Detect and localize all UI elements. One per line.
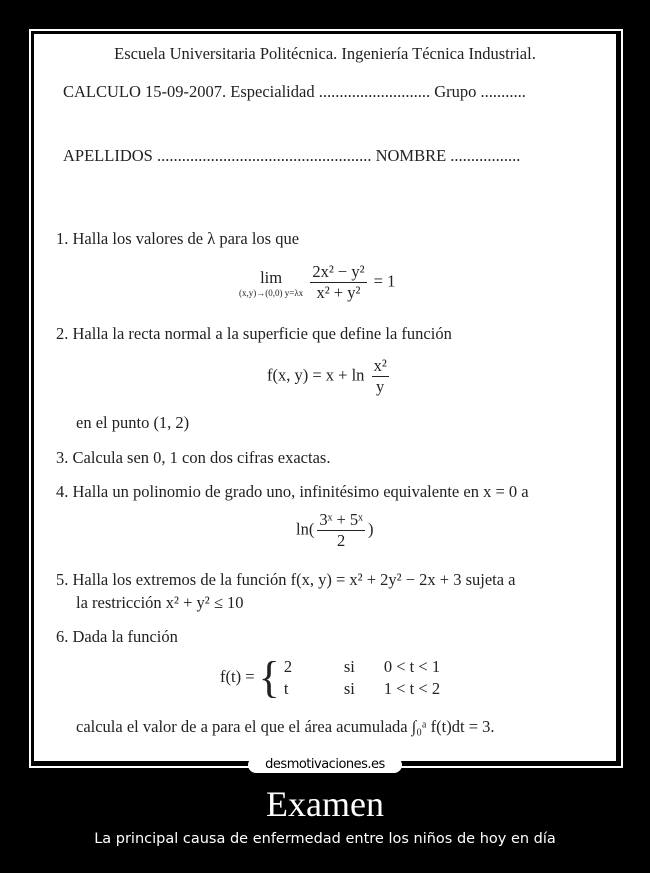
denominator: x² + y²	[316, 283, 361, 302]
case-cond: 1 < t < 2	[383, 679, 441, 698]
ln: ln(	[296, 519, 315, 539]
school-header: Escuela Universitaria Politécnica. Ingeniería Técnica Industrial.	[114, 44, 536, 63]
lhs: f(t) =	[220, 666, 255, 686]
q2-formula	[267, 356, 392, 397]
denominator: 2	[337, 531, 346, 550]
q4-formula	[296, 510, 373, 551]
course-line: CALCULO 15-09-2007. Especialidad ........................... Grupo ...........	[63, 82, 526, 101]
question-6-end: calcula el valor de a para el que el área acumulada ∫₀ᵃ f(t)dt = 3.	[76, 717, 495, 736]
question-6: 6. Dada la función	[56, 627, 178, 646]
q2-point: en el punto (1, 2)	[76, 413, 190, 432]
numerator: x²	[373, 356, 387, 375]
question-1: 1. Halla los valores de λ para los que	[56, 229, 300, 248]
name-line: APELLIDOS .................................................... NOMBRE .................	[63, 146, 521, 165]
lhs: f(x, y) = x + ln	[267, 365, 365, 385]
lim: lim	[260, 267, 283, 287]
poster-subtitle: La principal causa de enfermedad entre los niños de hoy en día	[94, 831, 556, 847]
question-5-cont: la restricción x² + y² ≤ 10	[76, 593, 244, 612]
numerator: 2x² − y²	[312, 262, 365, 281]
question-3: 3. Calcula sen 0, 1 con dos cifras exactas.	[56, 448, 331, 467]
lim-sub: (x,y)→(0,0) y=λx	[239, 287, 304, 298]
numerator: 3ˣ + 5ˣ	[319, 510, 363, 529]
exam-sheet	[34, 34, 616, 761]
case-cond: 0 < t < 1	[383, 657, 441, 676]
brace: {	[258, 653, 280, 702]
q6-formula	[220, 653, 494, 702]
close-paren: )	[367, 519, 374, 539]
case-value: 2	[283, 657, 293, 676]
case-si: si	[343, 657, 355, 676]
q1-formula	[239, 262, 395, 303]
rhs: = 1	[373, 271, 396, 291]
poster-title: Examen	[266, 784, 384, 824]
case-value: t	[283, 679, 289, 698]
denominator: y	[376, 377, 385, 396]
question-4: 4. Halla un polinomio de grado uno, infinitésimo equivalente en x = 0 a	[56, 482, 529, 501]
watermark-logo: desmotivaciones.es	[248, 757, 402, 773]
question-5: 5. Halla los extremos de la función f(x, y) = x² + 2y² − 2x + 3 sujeta a	[56, 570, 516, 589]
piecewise-cases	[284, 656, 494, 700]
case-si: si	[343, 679, 355, 698]
question-2: 2. Halla la recta normal a la superficie que define la función	[56, 324, 452, 343]
